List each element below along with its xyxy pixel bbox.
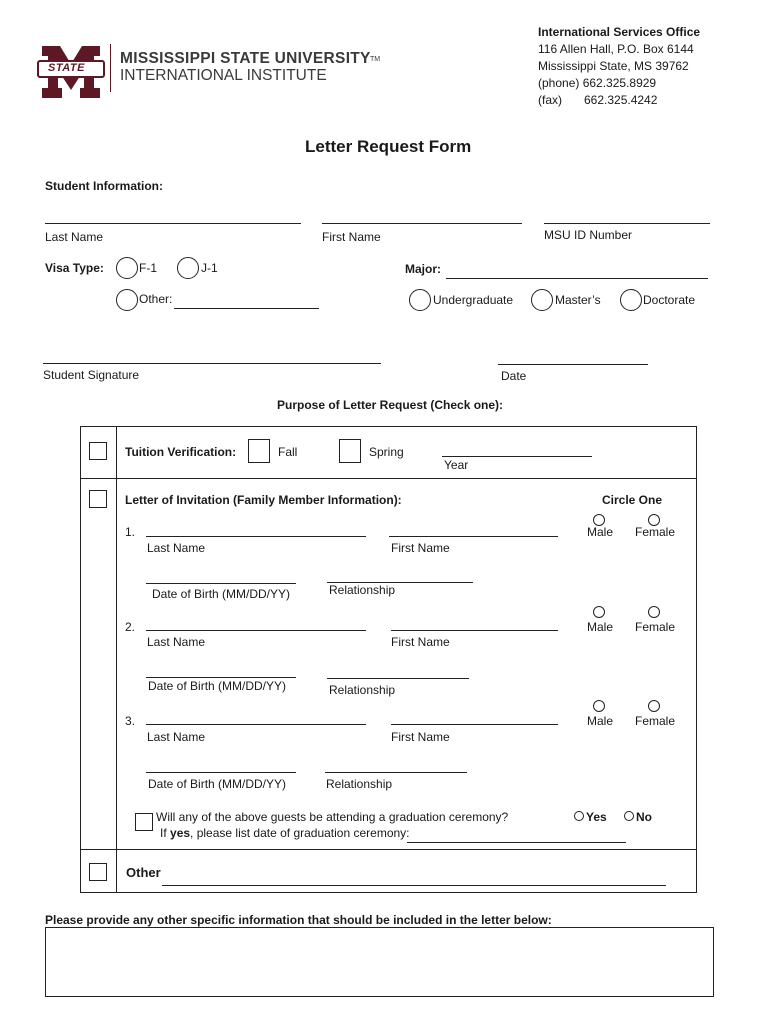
fall-checkbox[interactable] — [248, 439, 270, 463]
msu-id-label: MSU ID Number — [544, 228, 633, 242]
visa-other-label: Other: — [139, 292, 173, 306]
visa-other-radio[interactable] — [116, 289, 138, 311]
member-3-female-label: Female — [635, 714, 676, 728]
visa-other-field[interactable] — [174, 308, 319, 309]
member-3-first-name-field[interactable] — [391, 724, 558, 725]
tuition-year-label: Year — [444, 458, 469, 472]
visa-j1-radio[interactable] — [177, 257, 199, 279]
student-signature-field[interactable] — [43, 363, 381, 364]
fall-label: Fall — [278, 445, 298, 459]
member-1-number: 1. — [125, 525, 136, 539]
member-3-number: 3. — [125, 714, 136, 728]
graduation-yes-radio[interactable] — [574, 811, 584, 821]
tuition-year-field[interactable] — [442, 456, 592, 457]
university-name: MISSISSIPPI STATE UNIVERSITY — [120, 50, 371, 67]
logo-divider — [110, 44, 111, 92]
additional-info-label: Please provide any other specific information that should be included in the letter below: — [45, 913, 552, 927]
signature-date-field[interactable] — [498, 364, 648, 365]
degree-doctorate-radio[interactable] — [620, 289, 642, 311]
member-1-first-name-label: First Name — [391, 541, 450, 555]
student-signature-label: Student Signature — [43, 368, 140, 382]
first-name-field[interactable] — [322, 223, 522, 224]
purpose-heading: Purpose of Letter Request (Check one): — [277, 398, 504, 412]
student-info-heading: Student Information: — [45, 179, 163, 193]
form-title: Letter Request Form — [305, 137, 472, 156]
member-3-relationship-field[interactable] — [325, 772, 467, 773]
msu-id-field[interactable] — [544, 223, 710, 224]
member-2-female-radio[interactable] — [648, 606, 660, 618]
major-label: Major: — [405, 262, 441, 276]
member-2-relationship-label: Relationship — [329, 683, 396, 697]
degree-doctorate-label: Doctorate — [643, 293, 696, 307]
other-field[interactable] — [162, 885, 666, 886]
degree-undergraduate-radio[interactable] — [409, 289, 431, 311]
member-3-male-label: Male — [587, 714, 614, 728]
last-name-label: Last Name — [45, 230, 104, 244]
member-1-male-label: Male — [587, 525, 614, 539]
major-field[interactable] — [446, 278, 708, 279]
member-2-number: 2. — [125, 620, 136, 634]
circle-one-label: Circle One — [602, 493, 663, 507]
letter-of-invitation-checkbox[interactable] — [89, 490, 107, 508]
last-name-field[interactable] — [45, 223, 301, 224]
visa-f1-label: F-1 — [139, 261, 157, 275]
office-fax-label: (fax) — [538, 93, 562, 107]
other-label: Other — [126, 865, 161, 880]
member-1-female-label: Female — [635, 525, 676, 539]
visa-f1-radio[interactable] — [116, 257, 138, 279]
graduation-no-radio[interactable] — [624, 811, 634, 821]
office-name: International Services Office — [538, 25, 701, 39]
member-2-dob-field[interactable] — [146, 677, 296, 678]
other-checkbox[interactable] — [89, 863, 107, 881]
member-2-last-name-field[interactable] — [146, 630, 366, 631]
member-1-relationship-label: Relationship — [329, 583, 396, 597]
member-1-dob-label: Date of Birth (MM/DD/YY) — [152, 587, 291, 601]
member-3-relationship-label: Relationship — [326, 777, 393, 791]
member-3-dob-label: Date of Birth (MM/DD/YY) — [148, 777, 287, 791]
msu-logo — [36, 42, 106, 102]
office-phone: (phone) 662.325.8929 — [538, 76, 657, 90]
member-2-first-name-field[interactable] — [391, 630, 558, 631]
member-2-dob-label: Date of Birth (MM/DD/YY) — [148, 679, 287, 693]
logo-state-text: STATE — [48, 62, 85, 74]
member-3-dob-field[interactable] — [146, 772, 296, 773]
office-fax-number: 662.325.4242 — [584, 93, 658, 107]
member-2-male-label: Male — [587, 620, 614, 634]
member-2-male-radio[interactable] — [593, 606, 605, 618]
letter-of-invitation-label: Letter of Invitation (Family Member Information): — [125, 493, 402, 507]
tuition-verification-checkbox[interactable] — [89, 442, 107, 460]
spring-checkbox[interactable] — [339, 439, 361, 463]
purpose-table-row-divider-1 — [80, 478, 697, 479]
graduation-date-field[interactable] — [407, 842, 626, 843]
degree-masters-radio[interactable] — [531, 289, 553, 311]
member-2-last-name-label: Last Name — [147, 635, 206, 649]
graduation-followup: If yes, please list date of graduation ceremony: — [160, 826, 410, 840]
member-1-last-name-field[interactable] — [146, 536, 366, 537]
member-1-last-name-label: Last Name — [147, 541, 206, 555]
member-3-last-name-field[interactable] — [146, 724, 366, 725]
visa-j1-label: J-1 — [201, 261, 218, 275]
member-2-relationship-field[interactable] — [327, 678, 469, 679]
member-2-first-name-label: First Name — [391, 635, 450, 649]
first-name-label: First Name — [322, 230, 381, 244]
graduation-checkbox[interactable] — [135, 813, 153, 831]
member-1-dob-field[interactable] — [146, 583, 296, 584]
degree-undergraduate-label: Undergraduate — [433, 293, 514, 307]
trademark: TM — [370, 56, 381, 63]
purpose-table-row-divider-2 — [80, 849, 697, 850]
office-address-1: 116 Allen Hall, P.O. Box 6144 — [538, 42, 694, 56]
institute-name: INTERNATIONAL INSTITUTE — [120, 67, 327, 84]
additional-info-textarea[interactable] — [45, 927, 714, 997]
graduation-question: Will any of the above guests be attending a graduation ceremony? — [156, 810, 509, 824]
member-3-first-name-label: First Name — [391, 730, 450, 744]
member-2-female-label: Female — [635, 620, 676, 634]
visa-type-label: Visa Type: — [45, 261, 104, 275]
graduation-yes-label: Yes — [586, 810, 607, 824]
tuition-verification-label: Tuition Verification: — [125, 445, 237, 459]
member-1-first-name-field[interactable] — [389, 536, 558, 537]
degree-masters-label: Master’s — [555, 293, 601, 307]
purpose-table-column-divider — [116, 426, 117, 893]
signature-date-label: Date — [501, 369, 527, 383]
member-3-last-name-label: Last Name — [147, 730, 206, 744]
member-3-female-radio[interactable] — [648, 700, 660, 712]
office-address-2: Mississippi State, MS 39762 — [538, 59, 689, 73]
spring-label: Spring — [369, 445, 404, 459]
member-3-male-radio[interactable] — [593, 700, 605, 712]
graduation-no-label: No — [636, 810, 652, 824]
